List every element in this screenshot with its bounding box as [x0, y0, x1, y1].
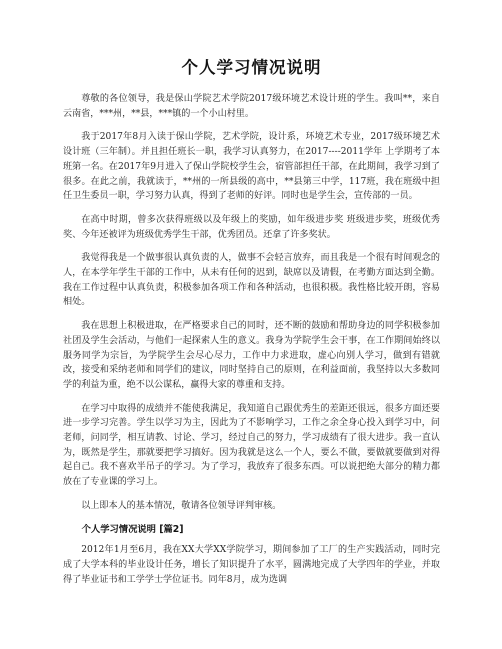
paragraph-greeting: 尊敬的各位领导，我是保山学院艺术学院2017级环境艺术设计班的学生。我叫**，来自云南省，***州，**县，***镇的一个小山村里。 [63, 94, 440, 119]
paragraph-character: 我觉得我是一个做事很认真负责的人，做事不会轻言放弃，而且我是一个很有时间观念的人，在本学年学生干部的工作中，从未有任何的迟到，缺席以及请假，在考勤方面达到全勤。我在工作过程中认真负责，积极参加各项工作和各种活动，也很积极。我性格比较开朗，容易相处。 [63, 253, 440, 308]
paragraph-awards: 在高中时期，曾多次获得班级以及年级上的奖励，如年级进步奖 班级进步奖，班级优秀奖、今年还被评为班级优秀学生干部，优秀团员。还拿了许多奖状。 [63, 214, 440, 240]
paragraph-ideology: 我在思想上积极进取，在严格要求自己的同时，还不断的鼓励和帮助身边的同学积极参加社团及学生会活动，与他们一起探索人生的意义。我身为学院学生会干事，在工作期间始终以服务同学为宗旨，为学院学生会尽心尽力，工作中力求进取，虚心向别人学习，做到有错就改，接受和采纳老师和同学们的建议，同时坚持自己的原则，在利益面前，我坚持以大多数同学的利益为重，绝不以公谋私，赢得大家的尊重和支持。 [63, 321, 440, 390]
document-title: 个人学习情况说明 [181, 58, 322, 77]
paragraph-study: 在学习中取得的成绩并不能使我满足，我知道自己跟优秀生的差距还很远，很多方面还要进一步学习完善。学生以学习为主，因此为了不影响学习，工作之余全身心投入到学习中，问老师，问同学，相互请教、讨论、学习，经过自己的努力，学习成绩有了很大进步。我一直认为，既然是学生，那就要把学习搞好。因为我就是这么一个人，要么不做，要做就要做到对得起自己。我不喜欢半吊子的学习。为了学习，我放弃了很多东西。可以说把绝大部分的精力都放在了专业课的学习上。 [63, 403, 440, 488]
paragraph-section2: 2012年1月至6月，我在XX大学XX学院学习，期间参加了工厂的生产实践活动，同时完成了大学本科的毕业设计任务，增长了知识提升了水平，圆满地完成了大学四年的学业，并取得了毕业证书和工学学士学位证书。同年8月，成为选调 [63, 545, 440, 585]
paragraph-education: 我于2017年8月入读于保山学院，艺术学院，设计系，环境艺术专业，2017级环境艺术设计班（三年制）。并且担任班长一职，我学习认真努力，在2017----2011学年 上学期考了本班第一名。在2017年9月进入了保山学院校学生会，宿管部担任干部，在此期间，我学习到了很多。在此之前，我就读于，**州的一所县级的高中，**县第三中学，117班，我在班级中担任卫生委员一职，学习努力认真，得到了老师的好评。同时也是学生会，宣传部的一员。 [63, 132, 440, 202]
section-heading: 个人学习情况说明 [篇2] [81, 523, 184, 535]
paragraph-closing: 以上即本人的基本情况，敬请各位领导评判审核。 [81, 500, 282, 511]
